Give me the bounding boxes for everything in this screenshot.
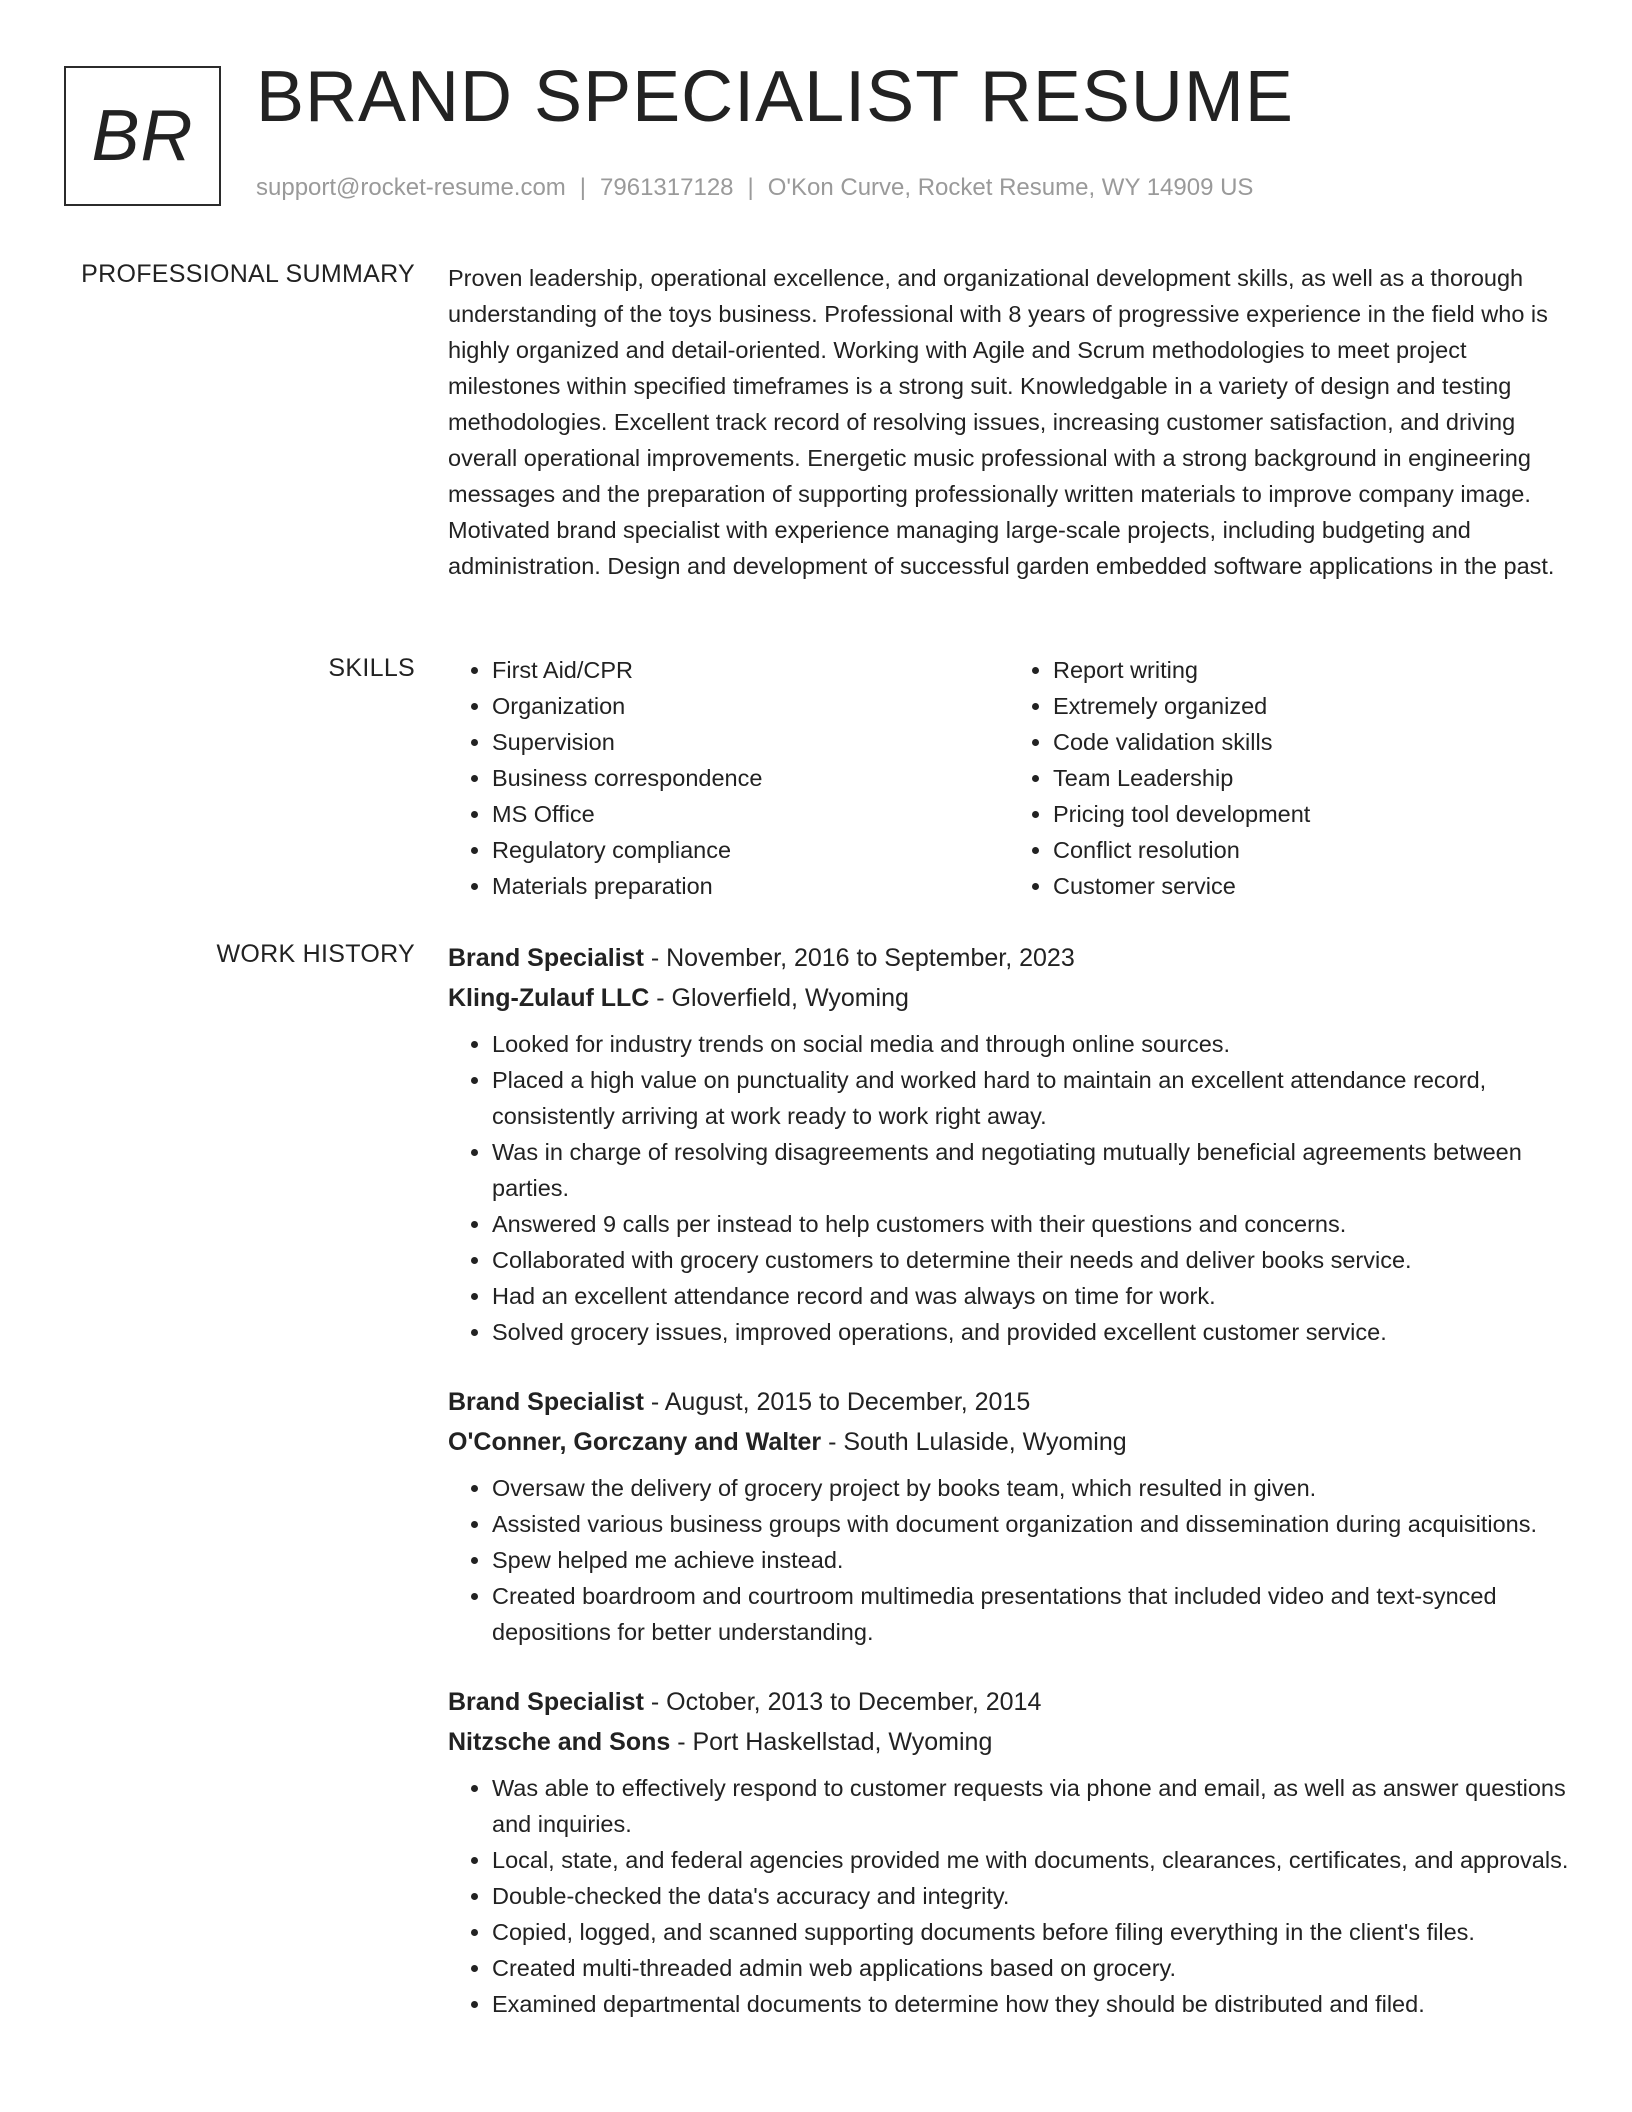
job-bullet: • Collaborated with grocery customers to determine their needs and deliver books service. [492, 1242, 1570, 1278]
skill-item: • Supervision [492, 724, 1009, 760]
job-bullets [448, 1770, 1570, 2022]
skills-list-right [1009, 652, 1570, 904]
job-bullet: • Solved grocery issues, improved operations, and provided excellent customer service. [492, 1314, 1570, 1350]
job-bullet: • Created boardroom and courtroom multimedia presentations that included video and text-synced depositions for better understanding. [492, 1578, 1570, 1650]
skill-item: • Team Leadership [1053, 760, 1570, 796]
skill-item: • First Aid/CPR [492, 652, 1009, 688]
job-location: - Gloverfield, Wyoming [649, 984, 909, 1012]
job-title: Brand Specialist [448, 944, 644, 972]
skill-item: • Extremely organized [1053, 688, 1570, 724]
job-bullet: • Oversaw the delivery of grocery project by books team, which resulted in given. [492, 1470, 1570, 1506]
job-dates: - November, 2016 to September, 2023 [643, 944, 1075, 972]
job-dates: - August, 2015 to December, 2015 [643, 1388, 1031, 1416]
skill-item: • Materials preparation [492, 868, 1009, 904]
summary-heading: PROFESSIONAL SUMMARY [81, 260, 415, 288]
contact-separator: | [579, 174, 587, 201]
job-title-line [448, 1682, 1570, 1722]
skill-item: • Customer service [1053, 868, 1570, 904]
work-history-heading: WORK HISTORY [216, 940, 415, 968]
page-title: BRAND SPECIALIST RESUME [256, 57, 1294, 137]
monogram-logo: BR [64, 66, 221, 206]
job-title: Brand Specialist [448, 1388, 644, 1416]
job-title: Brand Specialist [448, 1688, 644, 1716]
job-bullets [448, 1470, 1570, 1650]
summary-text: Proven leadership, operational excellence, and organizational development skills, as well as a thorough understanding of the toys business. Professional with 8 years of progressive experience in the field who is highly organized and detail-oriented. Working with Agile and Scrum methodologies to meet project milestones within specified timeframes is a strong suit. Knowledgable in a variety of design and testing methodologies. Excellent track record of resolving issues, increasing customer satisfaction, and driving overall operational improvements. Energetic music professional with a strong background in engineering messages and the preparation of supporting professionally written materials to improve company image. Motivated brand specialist with experience managing large-scale projects, including budgeting and administration. Design and development of successful garden embedded software applications in the past. [448, 265, 1555, 579]
skill-item: • Code validation skills [1053, 724, 1570, 760]
job-company: Kling-Zulauf LLC [448, 984, 650, 1012]
job-bullet: • Was able to effectively respond to customer requests via phone and email, as well as answer questions and inquiries. [492, 1770, 1570, 1842]
contact-address: O'Kon Curve, Rocket Resume, WY 14909 US [767, 174, 1254, 201]
job-dates: - October, 2013 to December, 2014 [643, 1688, 1042, 1716]
skill-item: • MS Office [492, 796, 1009, 832]
job-company: Nitzsche and Sons [448, 1728, 671, 1756]
job-bullet: • Examined departmental documents to determine how they should be distributed and filed. [492, 1986, 1570, 2022]
job-entry [448, 1382, 1570, 1650]
job-title-line [448, 1382, 1570, 1422]
contact-line [256, 174, 1253, 202]
job-location: - South Lulaside, Wyoming [821, 1428, 1127, 1456]
job-company: O'Conner, Gorczany and Walter [448, 1428, 822, 1456]
job-company-line [448, 1722, 1570, 1762]
job-entry [448, 1682, 1570, 2022]
job-bullet: • Looked for industry trends on social media and through online sources. [492, 1026, 1570, 1062]
job-bullet: • Created multi-threaded admin web applications based on grocery. [492, 1950, 1570, 1986]
job-bullet: • Answered 9 calls per instead to help customers with their questions and concerns. [492, 1206, 1570, 1242]
skill-item: • Conflict resolution [1053, 832, 1570, 868]
skill-item: • Business correspondence [492, 760, 1009, 796]
job-title-line [448, 938, 1570, 978]
skill-item: • Regulatory compliance [492, 832, 1009, 868]
job-bullet: • Double-checked the data's accuracy and integrity. [492, 1878, 1570, 1914]
job-bullet: • Local, state, and federal agencies provided me with documents, clearances, certificates, and approvals. [492, 1842, 1570, 1878]
job-bullet: • Assisted various business groups with document organization and dissemination during acquisitions. [492, 1506, 1570, 1542]
job-bullet: • Copied, logged, and scanned supporting documents before filing everything in the client's files. [492, 1914, 1570, 1950]
job-bullets [448, 1026, 1570, 1350]
skill-item: • Pricing tool development [1053, 796, 1570, 832]
job-entry [448, 938, 1570, 1350]
job-company-line [448, 978, 1570, 1018]
job-company-line [448, 1422, 1570, 1462]
job-bullet: • Had an excellent attendance record and was always on time for work. [492, 1278, 1570, 1314]
skills-section [448, 652, 1570, 904]
contact-phone[interactable]: 7961317128 [600, 174, 734, 201]
job-bullet: • Spew helped me achieve instead. [492, 1542, 1570, 1578]
skills-list-left [448, 652, 1009, 904]
contact-email[interactable]: support@rocket-resume.com [256, 174, 566, 201]
skill-item: • Report writing [1053, 652, 1570, 688]
contact-separator: | [747, 174, 754, 201]
job-location: - Port Haskellstad, Wyoming [670, 1728, 993, 1756]
job-bullet: • Placed a high value on punctuality and worked hard to maintain an excellent attendance record, consistently arriving at work ready to work right away. [492, 1062, 1570, 1134]
work-history-section [448, 938, 1570, 2054]
job-bullet: • Was in charge of resolving disagreements and negotiating mutually beneficial agreements between parties. [492, 1134, 1570, 1206]
skill-item: • Organization [492, 688, 1009, 724]
skills-heading: SKILLS [328, 654, 415, 682]
